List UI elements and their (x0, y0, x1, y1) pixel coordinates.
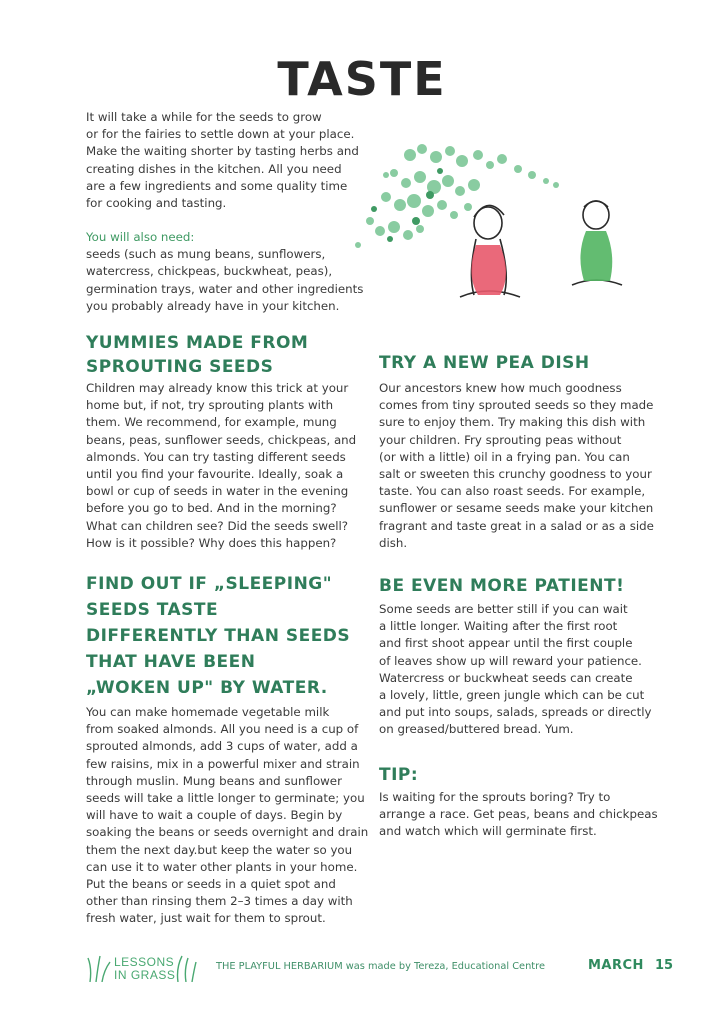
heading-line: SPROUTING SEEDS (86, 357, 274, 377)
body-line: from soaked almonds. All you need is a cup of (86, 722, 359, 737)
materials-line: germination trays, water and other ingredients (86, 281, 364, 296)
children-illustration (350, 135, 640, 315)
body-line: a little longer. Waiting after the first root (379, 619, 618, 634)
body-line: beans, peas, sunflower seeds, chickpeas, and (86, 432, 357, 447)
heading-line: YUMMIES MADE FROM (86, 333, 309, 353)
body-line: will have to wait a couple of days. Begin by (86, 808, 343, 823)
body-line: them the next day.but keep the water so you (86, 842, 353, 857)
body-line: Put the beans or seeds in a quiet spot and (86, 877, 336, 892)
intro-line: creating dishes in the kitchen. All you need (86, 161, 342, 176)
pea-dish-heading: TRY A NEW PEA DISH (379, 353, 590, 373)
grass-logo-icon (174, 954, 198, 982)
lessons-in-grass-logo (86, 952, 206, 986)
materials-line: watercress, chickpeas, buckwheat, peas), (86, 264, 333, 279)
body-line: before you go to bed. And in the morning? (86, 501, 337, 516)
page-number: 15 (655, 958, 674, 973)
heading-line: SEEDS TASTE (86, 600, 219, 620)
heading-line: DIFFERENTLY THAN SEEDS (86, 626, 351, 646)
heading-line: THAT HAVE BEEN (86, 652, 256, 672)
intro-line: are a few ingredients and some quality time (86, 178, 348, 193)
girl-dress-icon (471, 245, 506, 295)
materials-block (86, 229, 366, 315)
body-line: few raisins, mix in a powerful mixer and strain (86, 756, 360, 771)
page-title: TASTE (277, 52, 447, 106)
body-line: Our ancestors knew how much goodness (379, 381, 622, 395)
body-line: until you find your favourite. Ideally, soak a (86, 467, 344, 482)
body-line: bowl or cup of seeds in water in the evening (86, 484, 349, 499)
body-line: and put into soups, salads, spreads or directly (379, 705, 652, 720)
body-line: sunflower or sesame seeds make your kitchen (379, 501, 654, 516)
body-line: arrange a race. Get peas, beans and chickpeas (379, 807, 658, 822)
intro-line: It will take a while for the seeds to grow (86, 110, 322, 124)
body-line: soaking the beans or seeds overnight and drain (86, 825, 369, 840)
boy-shirt-icon (580, 231, 612, 281)
body-line: on greased/buttered bread. Yum. (379, 722, 574, 737)
body-line: them. We recommend, for example, mung (86, 415, 337, 430)
logo-line: LESSONS (114, 955, 175, 969)
body-line: sprouted almonds, add 3 cups of water, add a (86, 739, 358, 754)
body-line: You can make homemade vegetable milk (86, 705, 330, 719)
materials-line: you probably already have in your kitchen. (86, 298, 340, 313)
body-line: other than rinsing them 2–3 times a day with (86, 894, 353, 909)
body-line: fragrant and taste great in a salad or as a side (379, 518, 654, 533)
body-line: (or with a little) oil in a frying pan. You can (379, 449, 630, 464)
body-line: dish. (379, 535, 408, 550)
body-line: of leaves show up will reward your patience. (379, 653, 642, 668)
patient-heading: BE EVEN MORE PATIENT! (379, 576, 625, 596)
intro-line: or for the fairies to settle down at your place. (86, 127, 355, 142)
body-line: comes from tiny sprouted seeds so they made (379, 398, 654, 413)
findout-body (86, 704, 369, 928)
sprouts-and-children-icon (350, 135, 640, 315)
footer-month: MARCH (588, 958, 644, 973)
body-line: taste. You can also roast seeds. For example, (379, 484, 646, 499)
body-line: home but, if not, try sprouting plants with (86, 398, 334, 413)
intro-line: for cooking and tasting. (86, 196, 227, 211)
tip-body (379, 789, 658, 841)
body-line: salt or sweeten this crunchy goodness to your (379, 467, 652, 482)
logo-text (114, 956, 175, 982)
body-line: and watch which will germinate first. (379, 824, 597, 839)
body-line: What can children see? Did the seeds swell? (86, 518, 349, 533)
materials-label: You will also need: (86, 230, 195, 244)
footer-credit: THE PLAYFUL HERBARIUM was made by Tereza, Educational Centre (216, 961, 545, 972)
body-line: through muslin. Mung beans and sunflower (86, 773, 342, 788)
grass-logo-icon (86, 954, 112, 982)
body-line: How is it possible? Why does this happen? (86, 535, 337, 550)
body-line: fresh water, just wait for them to sprout. (86, 911, 326, 926)
body-line: Is waiting for the sprouts boring? Try to (379, 790, 611, 804)
body-line: can use it to water other plants in your home. (86, 859, 358, 874)
intro-paragraph (86, 109, 359, 212)
body-line: seeds will take a little longer to germinate; you (86, 791, 365, 806)
body-line: almonds. You can try tasting different seeds (86, 449, 346, 464)
heading-line: FIND OUT IF „SLEEPING" (86, 574, 333, 594)
body-line: a lovely, little, green jungle which can be cut (379, 688, 645, 703)
pea-dish-body (379, 380, 654, 552)
body-line: Watercress or buckwheat seeds can create (379, 670, 633, 685)
body-line: and first shoot appear until the first couple (379, 636, 633, 651)
body-line: sure to enjoy them. Try making this dish with (379, 415, 646, 430)
yummies-body (86, 380, 356, 552)
tip-heading: TIP: (379, 765, 419, 785)
logo-line: IN GRASS (114, 968, 176, 982)
patient-body (379, 601, 652, 739)
body-line: Children may already know this trick at your (86, 381, 349, 395)
intro-line: Make the waiting shorter by tasting herbs and (86, 144, 359, 159)
heading-line: „WOKEN UP" BY WATER. (86, 678, 328, 698)
body-line: Some seeds are better still if you can wait (379, 602, 628, 616)
findout-heading (86, 571, 366, 701)
materials-line: seeds (such as mung beans, sunflowers, (86, 247, 326, 262)
body-line: your children. Fry sprouting peas without (379, 432, 622, 447)
yummies-heading (86, 331, 366, 379)
